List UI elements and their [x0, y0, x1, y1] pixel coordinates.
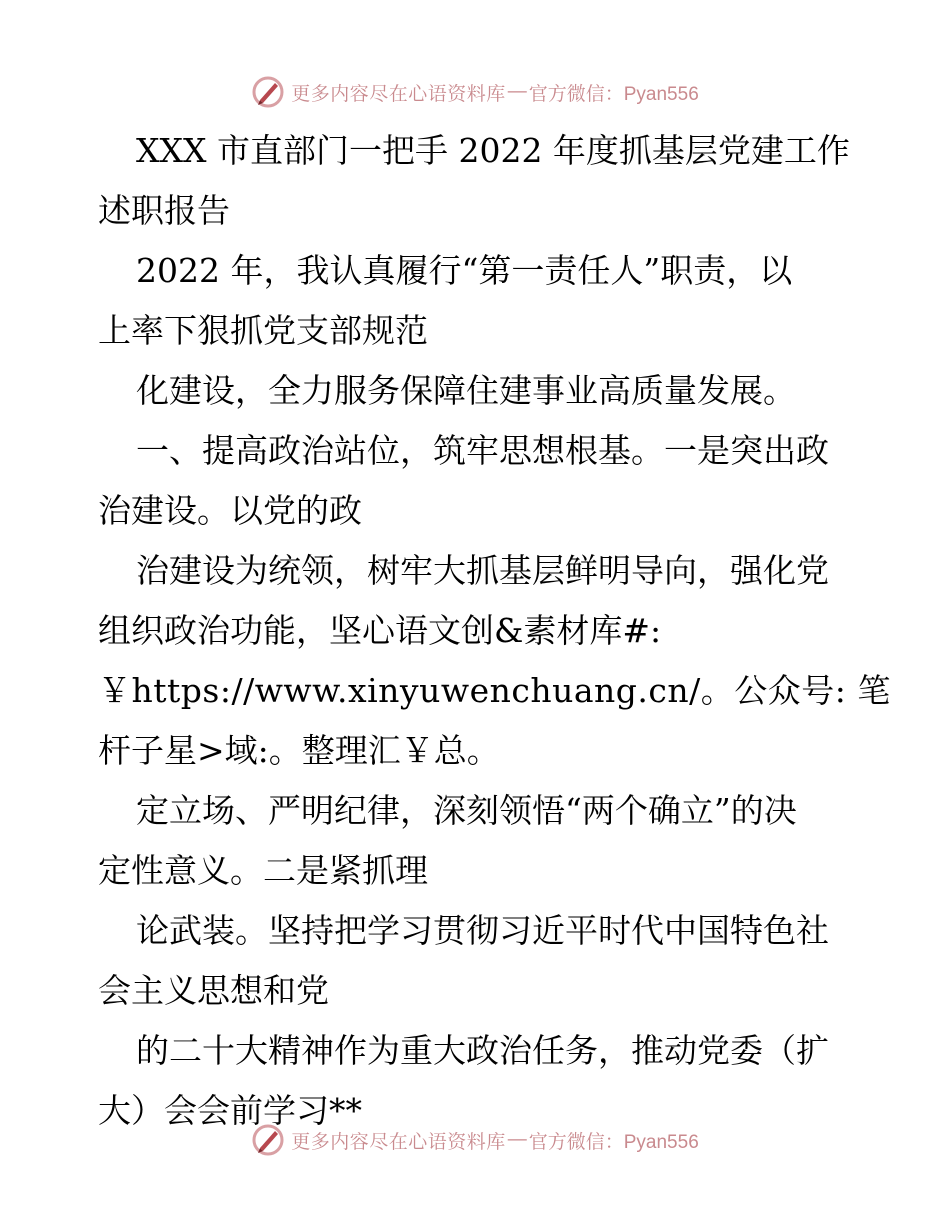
watermark-contact: 官方微信：Pyan556: [528, 83, 699, 105]
paragraph-line: 定立场、严明纪律，深刻领悟“两个确立”的决: [136, 791, 797, 830]
watermark-banner-bottom: [0, 1120, 950, 1160]
paragraph: [98, 661, 891, 781]
paragraph-title: [98, 121, 850, 241]
watermark-separator: —: [507, 1129, 527, 1150]
paragraph-line: 论武装。坚持把学习贯彻习近平时代中国特色社: [136, 911, 829, 950]
paragraph-line: XXX 市直部门一把手 2022 年度抓基层党建工作: [136, 131, 850, 170]
paragraph-line: 述职报告: [98, 191, 230, 230]
paragraph-line: 杆子星>域:。整理汇￥总。: [98, 731, 500, 770]
paragraph-line: 大）会会前学习**: [98, 1091, 362, 1130]
watermark-contact: 官方微信：Pyan556: [528, 1131, 699, 1153]
paragraph: [98, 901, 850, 1021]
paragraph: [98, 361, 850, 421]
paragraph-line: 一、提高政治站位，筑牢思想根基。一是突出政: [136, 431, 829, 470]
paragraph-line: 化建设，全力服务保障住建事业高质量发展。: [136, 371, 796, 410]
paragraph-line: 2022 年，我认真履行“第一责任人”职责，以: [136, 251, 793, 290]
watermark-text: 更多内容尽在心语资料库: [291, 82, 506, 105]
pen-logo-icon: [251, 1123, 285, 1157]
paragraph-line: 定性意义。二是紧抓理: [98, 851, 428, 890]
watermark-banner-top: [0, 72, 950, 112]
paragraph-line: 的二十大精神作为重大政治任务，推动党委（扩: [136, 1031, 829, 1070]
paragraph-line: 会主义思想和党: [98, 971, 329, 1010]
paragraph-line: ￥https://www.xinyuwenchuang.cn/。公众号: 笔: [98, 671, 891, 710]
paragraph: [98, 241, 850, 361]
watermark-text: 更多内容尽在心语资料库: [291, 1130, 506, 1153]
paragraph-line: 组织政治功能，坚心语文创&素材库#:: [98, 611, 662, 650]
paragraph: [98, 541, 850, 661]
paragraph: [98, 781, 850, 901]
watermark-separator: —: [507, 81, 527, 102]
paragraph-line: 治建设。以党的政: [98, 491, 362, 530]
document-body: [98, 121, 891, 1141]
paragraph-line: 上率下狠抓党支部规范: [98, 311, 428, 350]
paragraph: [98, 421, 850, 541]
paragraph-line: 治建设为统领，树牢大抓基层鲜明导向，强化党: [136, 551, 829, 590]
pen-logo-icon: [251, 75, 285, 109]
